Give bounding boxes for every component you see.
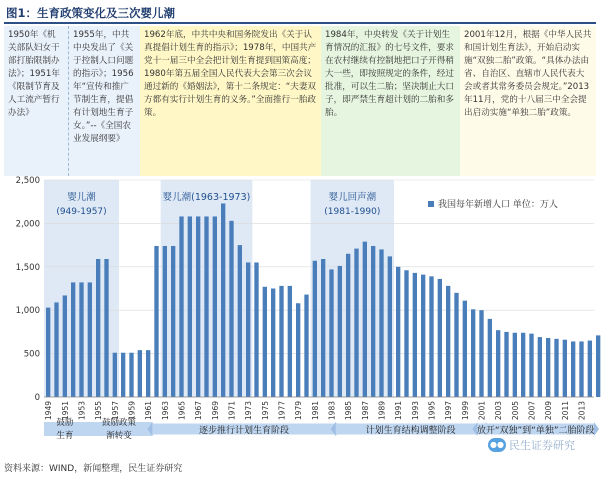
- bar-1961: [146, 350, 150, 397]
- bar-1996: [438, 279, 442, 397]
- legend-label: 我国每年新增人口 单位：万人: [438, 200, 558, 210]
- bar-1970: [221, 203, 225, 397]
- bar-1952: [71, 282, 75, 397]
- boom-1-range: (949-1957): [56, 207, 107, 217]
- figure-title: 图1：生育政策变化及三次婴儿潮: [6, 6, 175, 20]
- bar-1995: [429, 276, 433, 397]
- policy-box-1984: 1984年，中央转发《关于计划生育情况的汇报》的七号文件，要求在农村继续有控制地把口子开得稍大一些，即按照规定的条件，经过批准，可以生二胎；坚决制止大口子，即严禁生育超计划的二胎和多胎。: [321, 26, 460, 176]
- bar-2004: [504, 332, 508, 397]
- bar-1953: [79, 282, 83, 397]
- x-tick-label: 2011: [560, 401, 570, 421]
- x-tick-label: 1979: [294, 401, 304, 421]
- bar-1980: [304, 295, 308, 397]
- bar-1950: [54, 302, 58, 397]
- bar-2014: [588, 341, 592, 397]
- x-tick-label: 1959: [127, 401, 137, 421]
- bar-1990: [388, 256, 392, 397]
- x-tick-label: 2009: [544, 401, 554, 421]
- x-tick-label: 1953: [77, 401, 87, 421]
- bar-2011: [563, 340, 567, 397]
- legend-swatch: [428, 201, 434, 207]
- x-tick-label: 1981: [310, 401, 320, 421]
- policy-box-1955: 1955年，中共中央发出了《关于控制人口问题的指示》；1956年“宣传和推广节制生育，提倡有计划地生育子女。”--《全国农业发展纲要》: [68, 26, 140, 176]
- bar-1982: [321, 259, 325, 397]
- x-tick-label: 2007: [527, 401, 537, 421]
- x-tick-label: 1963: [160, 401, 170, 421]
- bar-2005: [513, 333, 517, 397]
- figure-title-bar: [4, 4, 596, 24]
- bar-1963: [163, 246, 167, 397]
- bar-1954: [88, 282, 92, 397]
- x-tick-label: 2003: [494, 400, 504, 421]
- y-tick-label: 2,000: [15, 219, 40, 230]
- x-tick-label: 1949: [44, 401, 54, 421]
- boom-1-label: 婴儿潮: [67, 192, 96, 203]
- x-tick-label: 2001: [477, 401, 487, 421]
- phase-label-4: 计划生育结构调整阶段: [365, 426, 456, 436]
- bar-2010: [554, 339, 558, 397]
- x-tick-label: 1957: [110, 401, 120, 421]
- bar-2013: [579, 341, 583, 397]
- x-tick-label: 1975: [260, 401, 270, 421]
- bar-1984: [338, 266, 342, 397]
- x-tick-label: 2005: [510, 401, 520, 421]
- y-tick-label: 500: [23, 349, 40, 360]
- bar-1969: [213, 216, 217, 397]
- phase-label-2-line1: 鼓励政策: [101, 418, 137, 428]
- phase-label-5: 放开“双独”到“单独”二胎阶段: [476, 426, 595, 436]
- bar-2003: [496, 330, 500, 397]
- bar-2008: [538, 337, 542, 397]
- bar-1997: [446, 286, 450, 397]
- phase-label-1-line1: 鼓励: [56, 418, 74, 428]
- bar-1967: [196, 216, 200, 397]
- bar-1971: [229, 221, 233, 397]
- bar-2007: [529, 334, 533, 397]
- bar-1986: [354, 249, 358, 397]
- bar-1955: [96, 259, 100, 397]
- policy-box-1962-1980: 1962年底，中共中央和国务院发出《关于认真提倡计划生育的指示》；1978年，中国共产党十一届三中全会把计划生育提到国策高度；1980年第五届全国人民代表大会第三次会议通过新的《婚姻法》，第十二条规定：“夫妻双方都有实行计划生育的义务。”全面推行一胎政策。: [140, 26, 321, 176]
- bar-1962: [154, 246, 158, 397]
- source-note: 资料来源：WIND，新闻整理，民生证券研究: [4, 464, 183, 474]
- bar-1988: [371, 246, 375, 397]
- bar-1992: [404, 270, 408, 397]
- bar-1956: [104, 259, 108, 397]
- bar-1951: [63, 295, 67, 397]
- y-tick-label: 2,500: [15, 176, 40, 186]
- bar-1966: [188, 216, 192, 397]
- boom-3-label: 婴儿回声潮: [328, 192, 377, 203]
- x-tick-label: 1969: [210, 401, 220, 421]
- population-bar-chart: [0, 176, 601, 460]
- bar-1964: [171, 246, 175, 397]
- bar-1979: [296, 303, 300, 397]
- bar-2012: [571, 341, 575, 397]
- bar-1957: [113, 353, 117, 397]
- bar-1993: [413, 273, 417, 397]
- x-tick-label: 1993: [410, 401, 420, 421]
- bar-1999: [463, 301, 467, 397]
- boom-2-label: 婴儿潮(1963-1973): [162, 192, 251, 203]
- bar-2001: [479, 310, 483, 397]
- policy-box-2001-2013: 2001年12月，根据《中华人民共和国计划生育法》，开始启动实施“双独二胎”政策。“具体办法由省、自治区、直辖市人民代表大会或者其常务委员会规定。”2013年11月，党的十八届三中全会提出启动实施“单独二胎”政策。: [460, 26, 596, 176]
- bar-1975: [263, 287, 267, 397]
- x-tick-label: 1973: [244, 401, 254, 421]
- bar-1983: [329, 269, 333, 397]
- policy-box-1950s: 1950年《机关部队妇女干部打胎限制办法》；1951年《限制节育及人工流产暂行办法》: [4, 26, 68, 176]
- bar-1977: [279, 286, 283, 397]
- x-tick-label: 1987: [360, 401, 370, 421]
- x-tick-label: 1955: [94, 401, 104, 421]
- bar-1978: [288, 286, 292, 397]
- x-tick-label: 1971: [227, 401, 237, 421]
- x-tick-label: 1995: [427, 401, 437, 421]
- bar-1960: [138, 350, 142, 397]
- bar-undefined: [596, 335, 600, 397]
- x-tick-label: 1985: [344, 401, 354, 421]
- boom-3-range: (1981-1990): [324, 207, 381, 217]
- x-tick-label: 1977: [277, 401, 287, 421]
- y-tick-label: 1,500: [15, 262, 40, 273]
- phase-label-2-line2: 渐转变: [106, 431, 132, 441]
- x-tick-label: 1999: [460, 401, 470, 421]
- x-tick-label: 1983: [327, 401, 337, 421]
- x-tick-label: 1989: [377, 401, 387, 421]
- x-tick-label: 1997: [444, 401, 454, 421]
- bar-1994: [421, 275, 425, 397]
- x-tick-label: 1967: [194, 401, 204, 421]
- phase-label-1-line2: 生育: [56, 431, 74, 441]
- bar-1981: [313, 261, 317, 397]
- bar-1974: [254, 262, 258, 397]
- x-tick-label: 2013: [577, 401, 587, 421]
- bar-1972: [238, 245, 242, 397]
- bar-1991: [396, 267, 400, 397]
- watermark-text: 民生证券研究: [509, 439, 575, 452]
- bar-1998: [454, 293, 458, 397]
- bar-2009: [546, 338, 550, 397]
- x-tick-label: 1951: [60, 401, 70, 421]
- bar-2006: [521, 333, 525, 397]
- bar-1968: [204, 216, 208, 397]
- chat-icon: ●●: [488, 438, 506, 452]
- bar-1958: [121, 353, 125, 397]
- y-tick-label: 1,000: [15, 306, 40, 317]
- y-tick-label: 0: [34, 393, 40, 403]
- bar-1989: [379, 249, 383, 397]
- bar-1976: [271, 289, 275, 398]
- x-tick-label: 1965: [177, 401, 187, 421]
- bar-1949: [46, 308, 50, 397]
- bar-1973: [246, 262, 250, 397]
- watermark: [488, 433, 596, 457]
- bar-1959: [129, 353, 133, 397]
- bar-1985: [346, 254, 350, 397]
- x-tick-label: 1991: [394, 401, 404, 421]
- x-tick-label: 1961: [144, 401, 154, 421]
- bar-1987: [363, 242, 367, 397]
- bar-1965: [179, 216, 183, 397]
- phase-label-3: 逐步推行计划生育阶段: [198, 426, 290, 436]
- bar-2000: [471, 309, 475, 397]
- bar-2002: [488, 319, 492, 397]
